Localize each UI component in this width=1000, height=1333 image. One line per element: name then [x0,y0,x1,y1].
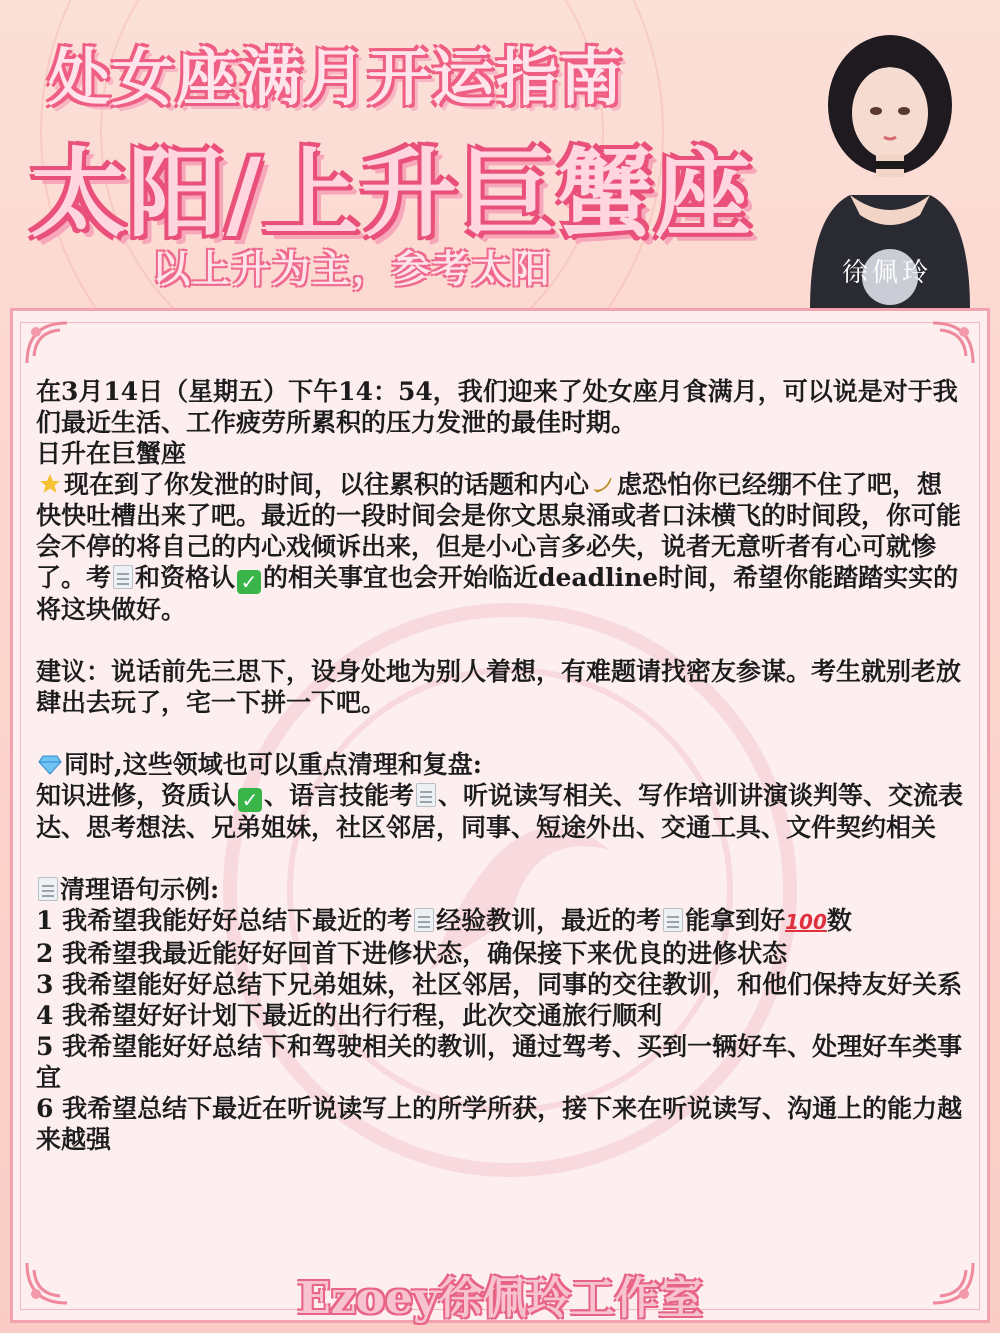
example-item-4: 4 我希望好好计划下最近的出行行程，此次交通旅行顺利 [36,1001,663,1030]
example-item-5: 5 我希望能好好总结下和驾驶相关的教训，通过驾考、买到一辆好车、处理好车类事宜 [36,1032,963,1092]
title-line1: 处女座满月开运指南 [48,41,625,114]
studio-footer: Ezoey徐佩玲工作室 [297,1273,703,1324]
document-icon [38,877,58,901]
corner-ornament-icon [928,318,978,368]
example-item-6: 6 我希望总结下最近在听说读写上的所学所获，接下来在听说读写、沟通上的能力越来越强 [36,1094,963,1154]
example-item-3: 3 我希望能好好总结下兄弟姐妹，社区邻居，同事的交往教训，和他们保持友好关系 [36,970,963,999]
areas-paragraph: 知识进修，资质认 ✓ 、语言技能考 、听说读写相关、写作培训讲演谈判等、交流表达、思考想法、兄弟姐妹，社区邻居，同事、短途外出、交通工具、文件契约相关 [36,781,964,842]
document-icon [416,783,436,807]
intro-paragraph: 在3月14日（星期五）下午14：54，我们迎来了处女座月食满月，可以说是对于我们最近生活、工作疲劳所累积的压力发泄的最佳时期。 [36,377,958,437]
paragraph-1: 现在到了你发泄的时间，以往累积的话题和内心 虑恐怕你已经绷不住了吧，想快快吐槽出来了吧。最近的一段时间会是你文思泉涌或者口沫横飞的时间段，你可能会不停的将自己的内心戏倾诉出来，但是小心言多必失，说者无意听者有心可就惨了。考 和资格认 ✓ 的相关事宜也会开始临近deadline时间，希望你能踏踏实实的将这块做好。 [36,470,962,624]
areas-title: 同时,这些领域也可以重点清理和复盘: [36,749,966,780]
gem-icon [38,752,62,776]
advice-paragraph: 建议：说话前先三思下，设身处地为别人着想，有难题请找密友参谋。考生就别老放肆出去玩了，宅一下拼一下吧。 [36,657,962,717]
example-item-2: 2 我希望我最近能好好回首下进修状态，确保接下来优良的进修状态 [36,939,788,968]
banana-icon [591,472,615,496]
document-icon [663,908,683,932]
example-item-1: 1 我希望我能好好总结下最近的考 经验教训，最近的考 能拿到好100数 [36,906,852,935]
check-icon: ✓ [238,788,262,812]
title-line2: 太阳/上升巨蟹座 [30,138,754,250]
subtitle: 以上升为主，参考太阳 [152,247,553,291]
examples-title: 清理语句示例: [36,874,966,905]
hundred-points-icon: 100 [785,910,827,934]
corner-ornament-icon [22,318,72,368]
section-title: 日升在巨蟹座 [36,439,187,468]
article-body [36,376,966,1155]
check-icon: ✓ [237,570,261,594]
document-icon [414,908,434,932]
document-icon [113,565,133,589]
signature: 徐佩玲 [842,258,933,288]
star-icon [38,472,62,496]
